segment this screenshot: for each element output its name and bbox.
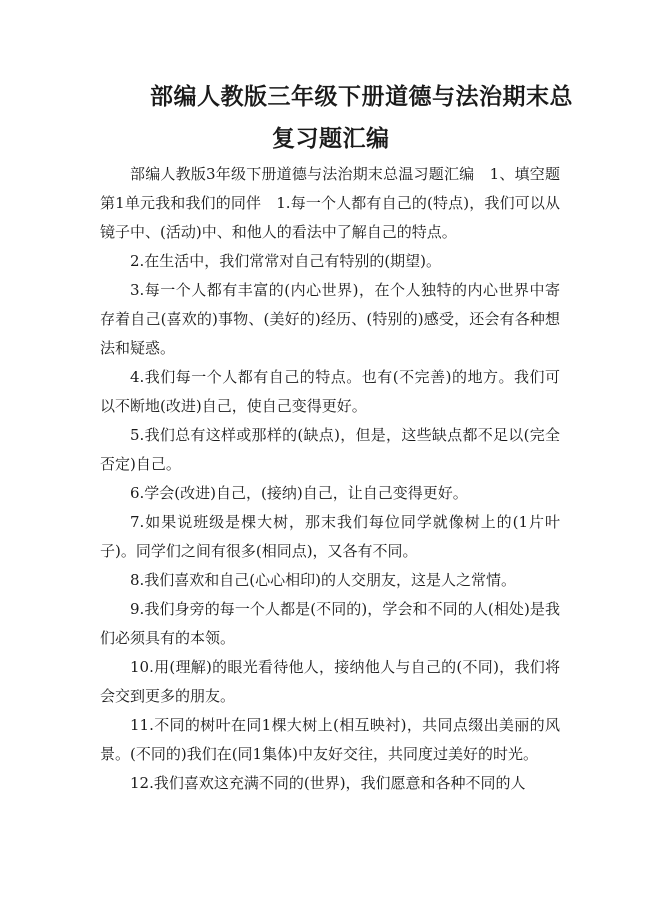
question-item-9: 9.我们身旁的每一个人都是(不同的)，学会和不同的人(相处)是我们必须具有的本领。 [100,600,560,647]
question-item-6: 6.学会(改进)自己，(接纳)自己，让自己变得更好。 [130,484,468,502]
document-title-line-1: 部编人教版三年级下册道德与法治期末总 [150,83,573,110]
question-item-8: 8.我们喜欢和自己(心心相印)的人交朋友，这是人之常情。 [130,571,517,589]
question-item-5: 5.我们总有这样或那样的(缺点)，但是，这些缺点都不足以(完全否定)自己。 [100,426,560,473]
question-item-4: 4.我们每一个人都有自己的特点。也有(不完善)的地方。我们可以不断地(改进)自己，使自己变得更好。 [100,368,560,415]
question-item-10: 10.用(理解)的眼光看待他人，接纳他人与自己的(不同)，我们将会交到更多的朋友。 [100,658,560,705]
document-body [100,160,576,798]
question-item-11: 11.不同的树叶在同1棵大树上(相互映衬)，共同点缀出美丽的风景。(不同的)我们在(同1集体)中友好交往，共同度过美好的时光。 [100,716,560,763]
question-item-2: 2.在生活中，我们常常对自己有特别的(期望)。 [130,252,442,270]
question-item-3: 3.每一个人都有丰富的(内心世界)，在个人独特的内心世界中寄存着自己(喜欢的)事物、(美好的)经历、(特别的)感受，还会有各种想法和疑惑。 [100,281,560,357]
document-title-line-2: 复习题汇编 [272,125,390,152]
intro-paragraph: 部编人教版3年级下册道德与法治期末总温习题汇编 1、填空题 第1单元我和我们的同伴 1.每一个人都有自己的(特点)，我们可以从镜子中、(活动)中、和他人的看法中了解自己的特点。 [100,165,576,241]
question-item-12: 12.我们喜欢这充满不同的(世界)，我们愿意和各种不同的人 [130,774,526,792]
question-item-7: 7.如果说班级是棵大树，那末我们每位同学就像树上的(1片叶子)。同学们之间有很多(相同点)，又各有不同。 [100,513,560,560]
